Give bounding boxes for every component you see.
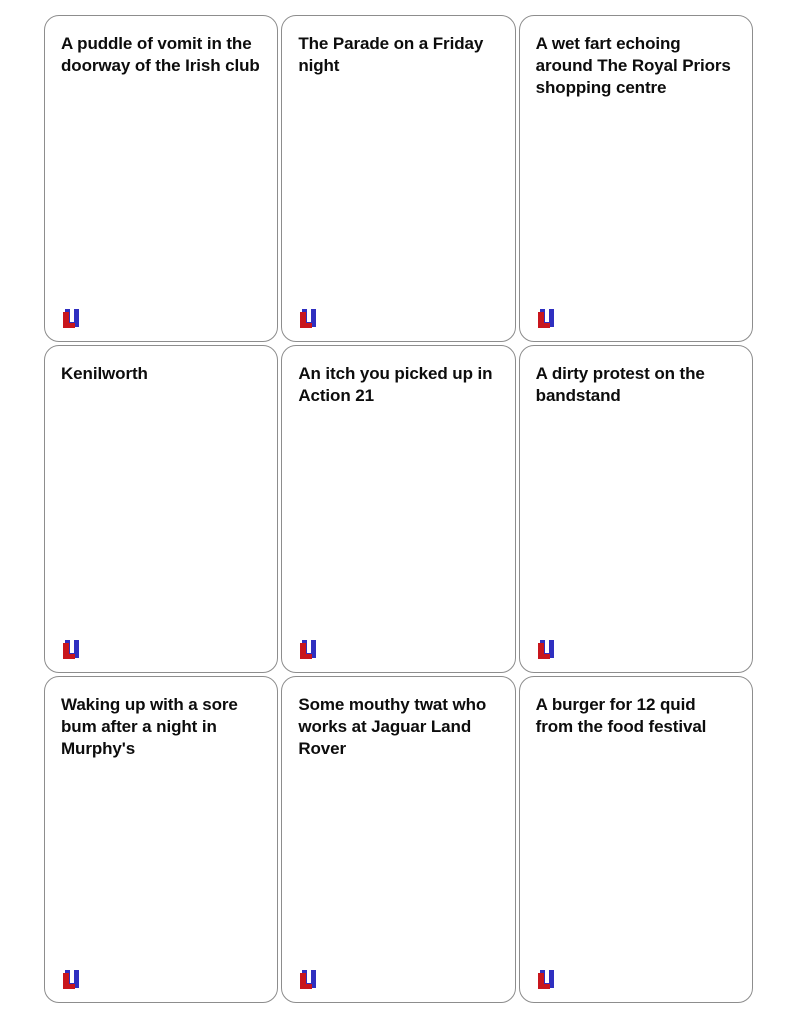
game-card[interactable]: [44, 345, 278, 672]
lu-logo-icon: [299, 309, 317, 329]
game-card[interactable]: [281, 345, 515, 672]
lu-logo-icon: [537, 309, 555, 329]
game-card[interactable]: [519, 15, 753, 342]
card-text: A wet fart echoing around The Royal Priors shopping centre: [535, 34, 731, 97]
game-card[interactable]: [519, 345, 753, 672]
game-card[interactable]: [519, 676, 753, 1003]
game-card[interactable]: [281, 676, 515, 1003]
lu-logo-icon: [62, 640, 80, 660]
card-text: Some mouthy twat who works at Jaguar Land Rover: [298, 694, 487, 758]
game-card[interactable]: [281, 15, 515, 342]
lu-logo-icon: [62, 970, 80, 990]
lu-logo-icon: [299, 970, 317, 990]
lu-logo-icon: [62, 309, 80, 329]
card-text: An itch you picked up in Action 21: [298, 364, 493, 406]
card-text: A puddle of vomit in the doorway of the Irish club: [61, 34, 260, 75]
cards-sheet: [44, 15, 753, 1003]
card-text: A burger for 12 quid from the food festival: [535, 694, 707, 736]
card-text: A dirty protest on the bandstand: [535, 364, 705, 406]
game-card[interactable]: [44, 15, 278, 342]
card-text: Kenilworth: [61, 364, 148, 384]
card-text: Waking up with a sore bum after a night in Murphy's: [61, 694, 238, 758]
lu-logo-icon: [537, 640, 555, 660]
lu-logo-icon: [299, 640, 317, 660]
game-card[interactable]: [44, 676, 278, 1003]
card-text: The Parade on a Friday night: [298, 34, 484, 75]
lu-logo-icon: [537, 970, 555, 990]
